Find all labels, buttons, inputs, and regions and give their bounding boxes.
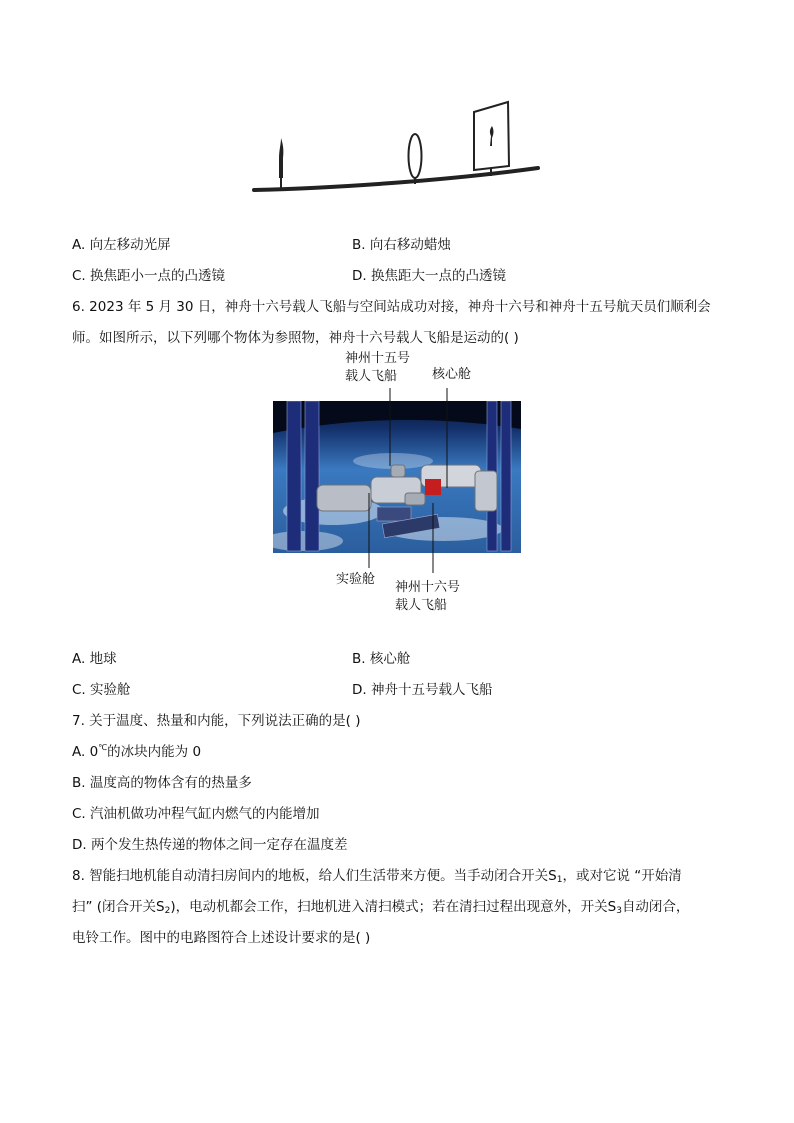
q6-stem-line-2: 师。如图所示，以下列哪个物体为参照物，神舟十六号载人飞船是运动的( ) — [72, 330, 519, 346]
q8-stem-line-1: 8. 智能扫地机能自动清扫房间内的地板，给人们生活带来方便。当手动闭合开关$S_1$，或对它说 “开始清 — [72, 868, 682, 885]
label-shenzhou-16: 神州十六号 载人飞船 — [395, 580, 461, 613]
q6-option-a[interactable]: A. 地球 — [72, 651, 117, 667]
q5-option-d[interactable]: D. 换焦距大一点的凸透镜 — [352, 268, 506, 284]
label-core-module: 核心舱 — [432, 367, 472, 382]
optical-bench-figure — [250, 98, 545, 200]
candle-icon — [279, 138, 283, 188]
q6-option-b[interactable]: B. 核心舱 — [352, 651, 411, 667]
light-screen-icon — [474, 102, 509, 176]
q6-option-c[interactable]: C. 实验舱 — [72, 682, 131, 698]
convex-lens-icon — [409, 134, 422, 184]
q6-stem-line-1: 6. 2023 年 5 月 30 日，神舟十六号载人飞船与空间站成功对接，神舟十六号和神舟十五号航天员们顺利会 — [72, 299, 711, 315]
q7-option-d[interactable]: D. 两个发生热传递的物体之间一定存在温度差 — [72, 837, 348, 853]
q8-stem-line-3: 电铃工作。图中的电路图符合上述设计要求的是( ) — [72, 930, 371, 946]
q5-option-a[interactable]: A. 向左移动光屏 — [72, 237, 171, 253]
q6-option-d[interactable]: D. 神舟十五号载人飞船 — [352, 682, 493, 698]
label-shenzhou-15: 神州十五号 载人飞船 — [345, 351, 411, 384]
q5-option-b[interactable]: B. 向右移动蜡烛 — [352, 237, 451, 253]
optical-bench-track — [254, 168, 538, 190]
q7-option-b[interactable]: B. 温度高的物体含有的热量多 — [72, 775, 252, 791]
q7-option-c[interactable]: C. 汽油机做功冲程气缸内燃气的内能增加 — [72, 806, 320, 822]
q5-option-c[interactable]: C. 换焦距小一点的凸透镜 — [72, 268, 226, 284]
figure-leader-lines — [273, 383, 521, 573]
label-lab-module: 实验舱 — [336, 572, 376, 587]
q7-stem: 7. 关于温度、热量和内能，下列说法正确的是( ) — [72, 713, 361, 729]
q8-stem-line-2: 扫” (闭合开关$S_2$)，电动机都会工作，扫地机进入清扫模式；若在清扫过程出现意外，开关$S_3$自动闭合， — [72, 899, 690, 916]
q7-option-a[interactable]: A. 0℃的冰块内能为 0 — [72, 743, 202, 760]
